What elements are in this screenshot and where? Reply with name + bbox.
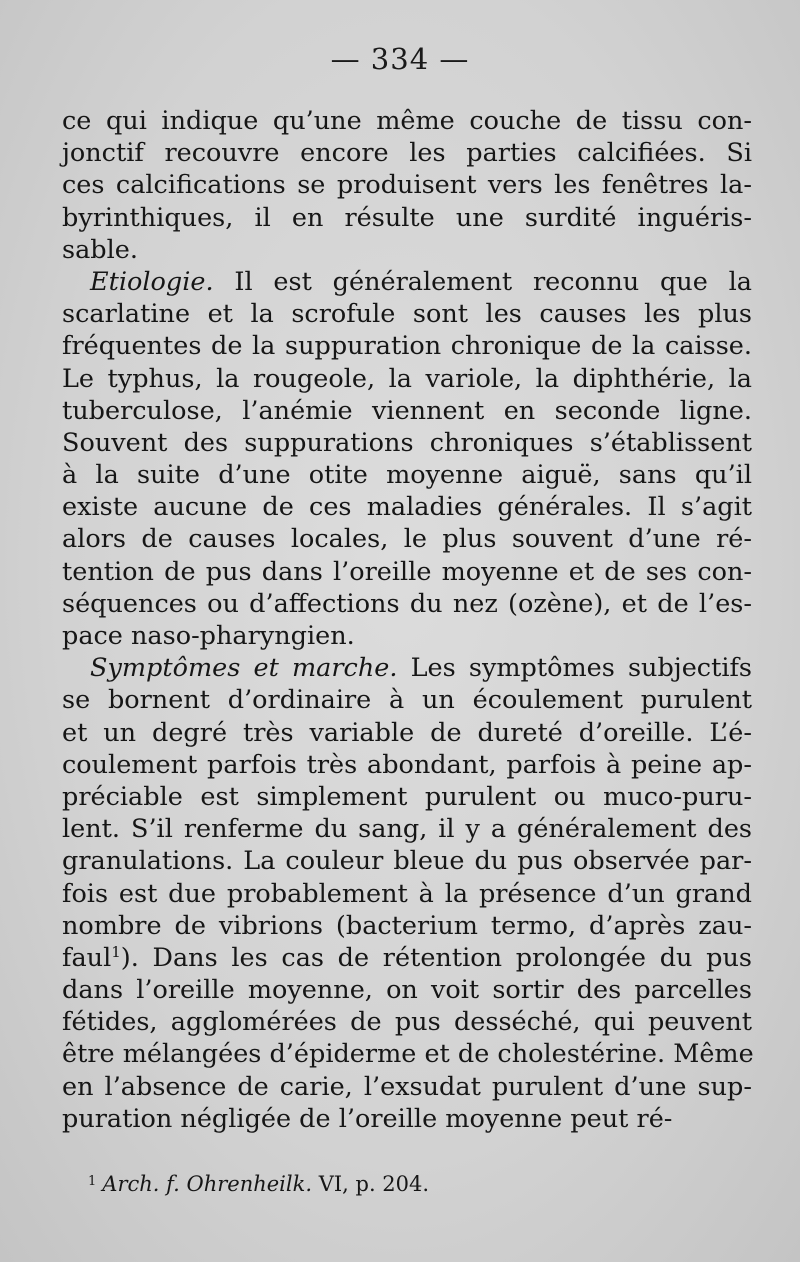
- text-line: [62, 363, 752, 395]
- text-line: [62, 684, 752, 716]
- line-text: Il est généralement reconnu que la: [213, 266, 752, 297]
- line-text: faul: [62, 942, 112, 973]
- line-text: scarlatine et la scrofule sont les causes les plus: [62, 299, 752, 330]
- line-text: pace naso-pharyngien.: [62, 621, 355, 651]
- footnote-mark: 1: [88, 1174, 97, 1189]
- line-text: ces calcifications se produisent vers les fenêtres la-: [62, 170, 752, 201]
- text-line: [62, 717, 752, 749]
- text-line: [62, 523, 752, 555]
- footnote-source: Arch. f. Ohrenheilk.: [102, 1172, 313, 1196]
- text-line: [62, 974, 752, 1006]
- text-line: [62, 588, 752, 620]
- line-text: coulement parfois très abondant, parfois à peine ap-: [62, 749, 752, 780]
- line-text: fréquentes de la suppuration chronique de la caisse.: [62, 331, 752, 362]
- footnote: [88, 1172, 688, 1196]
- text-line: [62, 1103, 752, 1135]
- line-text: nombre de vibrions (bacterium termo, d’après zau-: [62, 910, 752, 941]
- text-line: [62, 1038, 752, 1070]
- text-line: [62, 330, 752, 362]
- text-line: [62, 556, 752, 588]
- line-text: puration négligée de l’oreille moyenne peut ré-: [62, 1103, 673, 1134]
- line-text: dans l’oreille moyenne, on voit sortir des parcelles: [62, 975, 752, 1006]
- text-line: [62, 137, 752, 169]
- line-text: préciable est simplement purulent ou muco-puru-: [62, 781, 752, 812]
- text-line: [62, 169, 752, 201]
- text-line: [62, 427, 752, 459]
- line-text-tail: ). Dans les cas de rétention prolongée du pus: [120, 942, 752, 973]
- text-line: [62, 105, 752, 137]
- line-text: alors de causes locales, le plus souvent d’une ré-: [62, 524, 752, 555]
- text-line: [62, 620, 752, 652]
- text-line: [62, 459, 752, 491]
- line-text: fétides, agglomérées de pus desséché, qui peuvent: [62, 1007, 752, 1038]
- line-text: byrinthiques, il en résulte une surdité inguéris-: [62, 202, 752, 233]
- line-text: ce qui indique qu’une même couche de tissu con-: [62, 106, 752, 136]
- text-line: [62, 491, 752, 523]
- line-text: à la suite d’une otite moyenne aiguë, sans qu’il: [62, 460, 752, 491]
- line-text: existe aucune de ces maladies générales. Il s’agit: [62, 492, 752, 523]
- line-text: fois est due probablement à la présence d’un grand: [62, 878, 752, 909]
- line-text: se bornent d’ordinaire à un écoulement purulent: [62, 685, 752, 716]
- text-line: [62, 1006, 752, 1038]
- body-text: [62, 105, 752, 1135]
- line-text: Le typhus, la rougeole, la variole, la diphthérie, la: [62, 363, 752, 394]
- footnote-rest: VI, p. 204.: [312, 1172, 430, 1196]
- section-heading: Symptômes et marche.: [90, 653, 398, 684]
- text-line: [62, 652, 752, 684]
- text-line: [62, 845, 752, 877]
- line-text: séquences ou d’affections du nez (ozène), et de l’es-: [62, 588, 752, 619]
- line-text: être mélangées d’épiderme et de cholestérine. Même: [62, 1039, 754, 1070]
- text-line: [62, 781, 752, 813]
- text-line: [62, 878, 752, 910]
- text-line: [62, 910, 752, 942]
- section-heading: Etiologie.: [90, 266, 214, 297]
- line-text: Les symptômes subjectifs: [397, 653, 753, 684]
- line-text: Souvent des suppurations chroniques s’établissent: [62, 427, 752, 458]
- page-number: — 334 —: [330, 42, 470, 76]
- text-line: [62, 395, 752, 427]
- text-line: [62, 202, 752, 234]
- text-line: [62, 813, 752, 845]
- text-line: [62, 749, 752, 781]
- footnote-reference: 1: [111, 942, 121, 961]
- text-line: [62, 1071, 752, 1103]
- line-text: tuberculose, l’anémie viennent en seconde ligne.: [62, 395, 752, 426]
- line-text: lent. S’il renferme du sang, il y a généralement des: [62, 814, 752, 845]
- line-text: sable.: [62, 234, 138, 265]
- line-text: tention de pus dans l’oreille moyenne et de ses con-: [62, 556, 752, 587]
- text-line: [62, 298, 752, 330]
- text-line: [62, 234, 752, 266]
- line-text: jonctif recouvre encore les parties calcifiées. Si: [62, 138, 752, 169]
- text-line: [62, 942, 752, 974]
- line-text: et un degré très variable de dureté d’oreille. L’é-: [62, 717, 752, 748]
- line-text: en l’absence de carie, l’exsudat purulent d’une sup-: [62, 1071, 752, 1102]
- line-text: granulations. La couleur bleue du pus observée par-: [62, 846, 752, 877]
- text-line: [62, 266, 752, 298]
